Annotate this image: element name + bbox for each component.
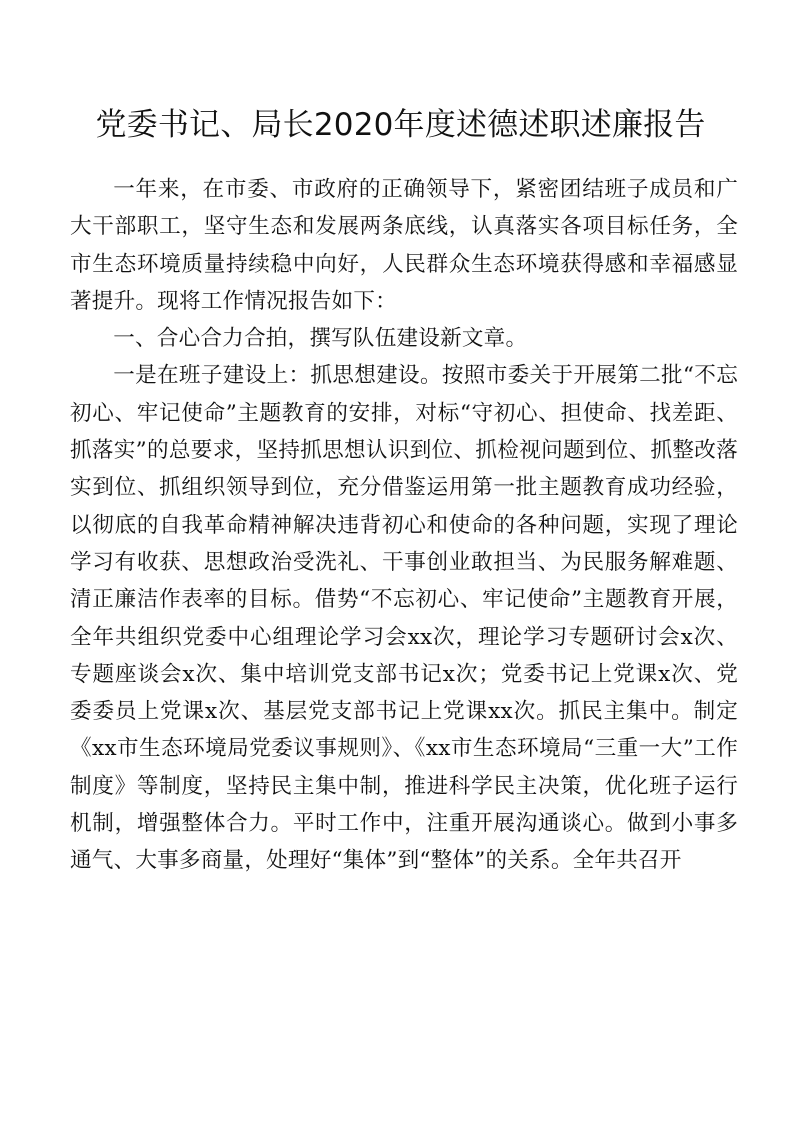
section-heading: 一、合心合力合拍，撰写队伍建设新文章。	[113, 326, 528, 352]
intro-paragraph: 一年来，在市委、市政府的正确领导下，紧密团结班子成员和广大干部职工，坚守生态和发展两条底线，认真落实各项目标任务，全市生态环境质量持续稳中向好，人民群众生态环境获得感和幸福感显著提升。现将工作情况报告如下：	[70, 177, 738, 314]
document-body	[70, 171, 738, 880]
document-title: 党委书记、局长2020年度述德述职述廉报告	[95, 107, 706, 143]
body-paragraph: 一是在班子建设上：抓思想建设。按照市委关于开展第二批“不忘初心、牢记使命”主题教育的安排，对标“守初心、担使命、找差距、抓落实”的总要求，坚持抓思想认识到位、抓检视问题到位、抓整改落实到位、抓组织领导到位，充分借鉴运用第一批主题教育成功经验，以彻底的自我革命精神解决违背初心和使命的各种问题，实现了理论学习有收获、思想政治受洗礼、干事创业敢担当、为民服务解难题、清正廉洁作表率的目标。借势“不忘初心、牢记使命”主题教育开展，全年共组织党委中心组理论学习会xx次，理论学习专题研讨会x次、专题座谈会x次、集中培训党支部书记x次；党委书记上党课x次、党委委员上党课x次、基层党支部书记上党课xx次。抓民主集中。制定《xx市生态环境局党委议事规则》、《xx市生态环境局“三重一大”工作制度》等制度，坚持民主集中制，推进科学民主决策，优化班子运行机制，增强整体合力。平时工作中，注重开展沟通谈心。做到小事多通气、大事多商量，处理好“集体”到“整体”的关系。全年共召开	[70, 363, 738, 874]
